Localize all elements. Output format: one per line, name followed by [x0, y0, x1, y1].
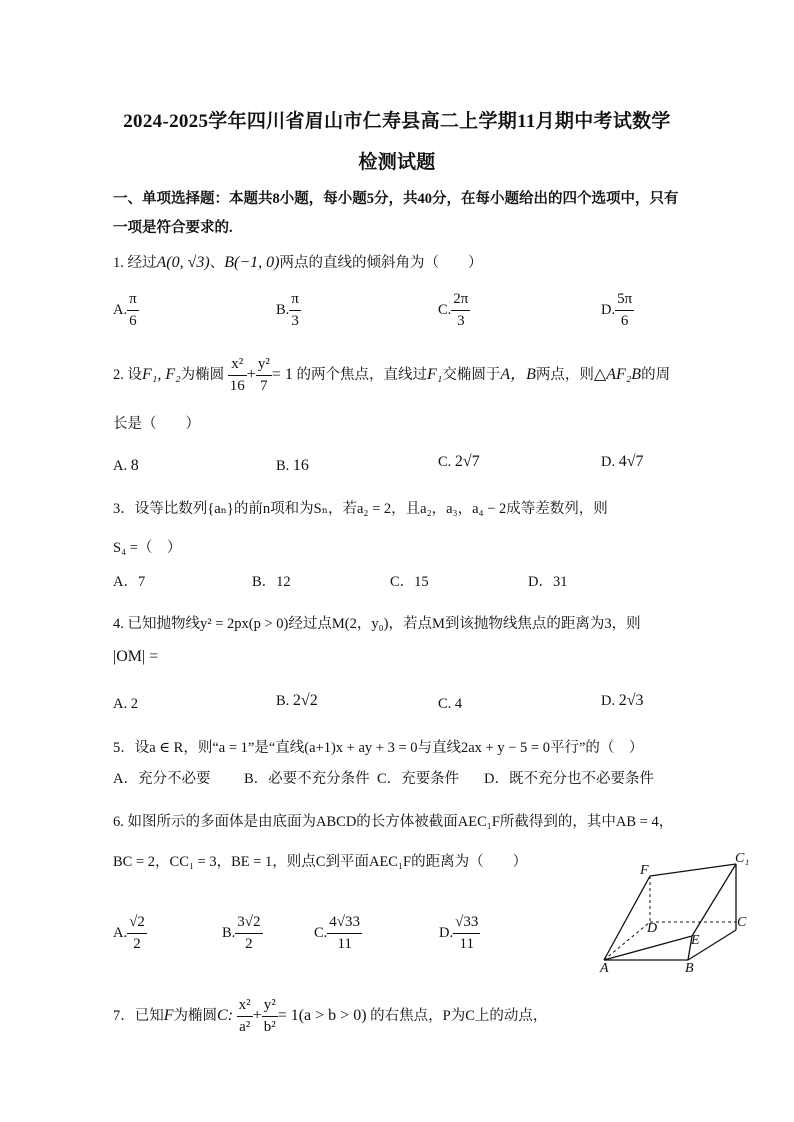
fraction: [228, 357, 247, 394]
edge-ae: [604, 936, 692, 960]
option-key: B.: [222, 924, 236, 941]
fraction: [127, 915, 147, 952]
question-4-stem: 4. 已知抛物线y² = 2px(p > 0)经过点M(2，y₀)，若点M到该抛物线焦点的距离为3，则: [113, 616, 641, 632]
q7-f: F: [163, 1006, 174, 1024]
option-key: C．: [377, 771, 402, 787]
q6-option-b[interactable]: [222, 915, 263, 952]
option-key: D.: [601, 301, 616, 318]
fraction-denominator: 2: [245, 936, 253, 952]
fraction-denominator: 3: [457, 313, 465, 329]
fraction: [327, 915, 362, 952]
vertex-label-a: A: [600, 961, 609, 976]
option-key: D．: [484, 771, 509, 787]
option-key: D.: [439, 924, 454, 941]
vertex-label-d: D: [647, 921, 658, 936]
option-value: 4: [454, 696, 463, 712]
fraction: [237, 998, 253, 1035]
option-key: A.: [113, 696, 128, 712]
q2-mid1: 为椭圆: [180, 366, 225, 383]
q6-option-a[interactable]: [113, 915, 147, 952]
fraction-denominator: 3: [291, 313, 299, 329]
q3-option-b[interactable]: [252, 570, 291, 591]
option-key: A．: [113, 771, 138, 787]
vertex-label-c1: C₁: [735, 851, 750, 866]
q2-option-d[interactable]: [601, 453, 644, 471]
option-key: B．: [252, 574, 277, 590]
question-3-stem: 3．设等比数列{aₙ}的前n项和为Sₙ，若a₂ = 2，且a₂，a₃，a₄ − 2成等差数列，则: [113, 501, 608, 517]
fraction-denominator: 11: [459, 936, 474, 952]
vertex-label-f: F: [640, 863, 649, 878]
q3-option-a[interactable]: [113, 570, 145, 591]
question-6-stem: 6. 如图所示的多面体是由底面为ABCD的长方体被截面AEC₁F所截得到的，其中AB = 4，: [113, 814, 674, 830]
fraction-denominator: 7: [260, 378, 268, 394]
question-2-line2: 长是（ ）: [113, 416, 200, 432]
option-value: 15: [414, 574, 429, 590]
option-key: B.: [276, 693, 290, 709]
fraction: [235, 915, 262, 952]
question-3-line2: S₄ =（ ）: [113, 540, 182, 556]
vertex-label-b: B: [685, 961, 694, 976]
q1-option-a[interactable]: [113, 292, 139, 329]
fraction-numerator: 3√2: [235, 915, 262, 934]
fraction-numerator: y²: [262, 998, 278, 1017]
option-value: 4√7: [618, 453, 644, 470]
option-value: 16: [292, 457, 309, 474]
option-value: 2√2: [292, 692, 318, 709]
q4-option-d[interactable]: [601, 692, 644, 710]
q2-mid2: 的两个焦点，直线过: [296, 366, 427, 383]
option-value: 31: [552, 574, 568, 590]
fraction: [615, 292, 634, 329]
edge-fc1: [650, 864, 736, 876]
q2-mid3: 交椭圆于: [442, 366, 501, 383]
option-key: C.: [438, 301, 452, 318]
fraction-denominator: b²: [263, 1019, 276, 1035]
fraction-numerator: π: [289, 292, 301, 311]
option-key: C.: [438, 454, 452, 470]
option-value: 既不充分也不必要条件: [508, 771, 654, 787]
polyhedron-figure: [598, 848, 768, 978]
option-value: 7: [137, 574, 146, 590]
q3-option-d[interactable]: [528, 570, 567, 591]
exam-title-line1: 2024-2025学年四川省眉山市仁寿县高二上学期11月期中考试数学: [123, 111, 671, 132]
q4-option-c[interactable]: [438, 696, 462, 713]
q7-condition: = 1(a > b > 0): [277, 1006, 367, 1024]
q7-post: 的右焦点，P为C上的动点，: [370, 1007, 548, 1024]
option-key: C．: [390, 574, 415, 590]
section-heading-line2: 一项是符合要求的.: [113, 220, 233, 236]
section-heading-line1: 一、单项选择题：本题共8小题，每小题5分，共40分，在每小题给出的四个选项中，只有: [113, 191, 679, 207]
edge-ec1: [692, 864, 736, 936]
option-key: D．: [528, 574, 553, 590]
option-key: A.: [113, 301, 128, 318]
q5-option-b[interactable]: [244, 767, 370, 788]
q1-point-a: A(0, √3): [156, 254, 210, 271]
q5-option-d[interactable]: [484, 767, 654, 788]
q2-foci: F₁, F₂: [142, 365, 181, 383]
fraction-denominator: a²: [239, 1019, 251, 1035]
q1-pre: 1. 经过: [113, 255, 157, 271]
option-value: 2√7: [454, 453, 480, 470]
option-key: A.: [113, 458, 128, 474]
exam-title-line2: 检测试题: [358, 152, 436, 173]
option-key: A.: [113, 924, 128, 941]
q2-plus: +: [246, 365, 256, 383]
q7-c: C:: [217, 1006, 234, 1024]
option-key: C.: [438, 696, 452, 712]
q2-option-a[interactable]: [113, 457, 139, 475]
question-4-line2: |OM| =: [113, 648, 159, 665]
q1-option-c[interactable]: [438, 292, 470, 329]
q7-pre: 7．已知: [113, 1007, 164, 1024]
question-5-stem: 5．设a ∈ R，则“a = 1”是“直线(a+1)x + ay + 3 = 0与直线2ax + y − 5 = 0平行”的（ ）: [113, 740, 644, 756]
q7-mid: 为椭圆: [173, 1007, 218, 1024]
q6-option-d[interactable]: [439, 915, 480, 952]
fraction: [127, 292, 139, 329]
edge-af: [604, 876, 650, 960]
option-key: D.: [601, 454, 616, 470]
option-value: 充分不必要: [137, 771, 211, 787]
q4-option-a[interactable]: [113, 696, 138, 713]
q2-eq: = 1: [271, 365, 293, 383]
question-6-line2: BC = 2，CC₁ = 3，BE = 1，则点C到平面AEC₁F的距离为（ ）: [113, 854, 528, 870]
option-value: 充要条件: [401, 771, 460, 787]
q7-plus: +: [252, 1006, 262, 1024]
q2-f1: F₁: [426, 365, 443, 383]
question-2-stem: [113, 357, 670, 394]
fraction-numerator: √33: [453, 915, 480, 934]
q3-option-c[interactable]: [390, 570, 429, 591]
option-value: 2: [130, 696, 138, 712]
q1-option-b[interactable]: [276, 292, 301, 329]
q5-option-c[interactable]: [377, 767, 459, 788]
q2-post: 的周: [641, 366, 671, 383]
fraction-numerator: 2π: [451, 292, 470, 311]
option-key: A．: [113, 574, 138, 590]
fraction: [451, 292, 470, 329]
question-1-stem: [113, 251, 482, 272]
option-value: 12: [276, 574, 291, 590]
fraction: [289, 292, 301, 329]
q1-post: 两点的直线的倾斜角为（ ）: [279, 255, 483, 271]
question-7-stem: [113, 998, 547, 1035]
q1-option-d[interactable]: [601, 292, 634, 329]
q2-pre: 2. 设: [113, 366, 142, 383]
fraction-numerator: 5π: [615, 292, 634, 311]
fraction-numerator: x²: [228, 357, 247, 376]
option-value: 8: [130, 457, 139, 474]
fraction-numerator: 4√33: [327, 915, 362, 934]
fraction-denominator: 16: [229, 378, 245, 394]
q6-option-c[interactable]: [314, 915, 362, 952]
fraction-denominator: 6: [129, 313, 137, 329]
fraction-numerator: x²: [237, 998, 253, 1017]
vertex-label-e: E: [691, 933, 700, 948]
fraction: [453, 915, 480, 952]
q1-sep: 、: [209, 255, 225, 271]
q2-triangle: △AF₂B: [593, 365, 642, 383]
option-key: B.: [276, 458, 290, 474]
fraction-denominator: 11: [337, 936, 352, 952]
fraction: [256, 357, 272, 394]
q2-mid4: 两点，则: [535, 366, 594, 383]
option-key: D.: [601, 693, 616, 709]
q1-point-b: B(−1, 0): [224, 254, 280, 271]
q5-option-a[interactable]: [113, 767, 210, 788]
fraction-numerator: √2: [127, 915, 147, 934]
vertex-label-c: C: [737, 915, 747, 930]
option-value: 必要不充分条件: [268, 771, 370, 787]
option-key: B．: [244, 771, 269, 787]
q2-ab: A，B: [500, 365, 536, 383]
q4-option-b[interactable]: [276, 692, 318, 710]
option-key: C.: [314, 924, 328, 941]
option-key: B.: [276, 301, 290, 318]
fraction-numerator: π: [127, 292, 139, 311]
option-value: 2√3: [618, 692, 644, 709]
fraction-numerator: y²: [256, 357, 272, 376]
q2-option-c[interactable]: [438, 453, 480, 471]
fraction-denominator: 2: [133, 936, 141, 952]
fraction: [262, 998, 278, 1035]
q2-option-b[interactable]: [276, 457, 309, 475]
fraction-denominator: 6: [620, 313, 629, 329]
